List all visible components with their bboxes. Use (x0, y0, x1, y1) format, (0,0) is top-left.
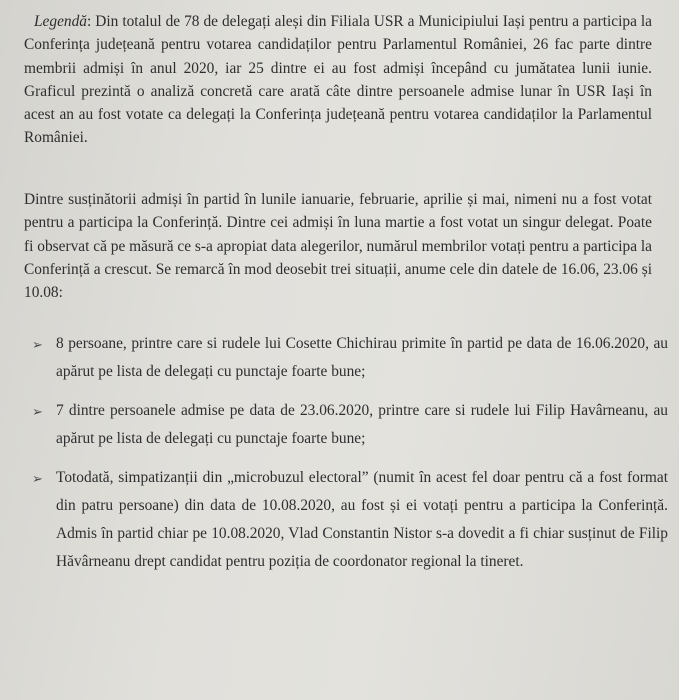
list-item-text: 7 dintre persoanele admise pe data de 23.06.2020, printre care si rudele lui Filip Havârneanu, au apărut pe lista de delegați cu punctaje foarte bune; (56, 402, 668, 447)
list-item-text: Totodată, simpatizanții din „microbuzul electoral” (numit în acest fel doar pentru că a fost format din patru persoane) din data de 10.08.2020, au fost și ei votați pentru a participa la Conferință. Admis în partid chiar pe 10.08.2020, Vlad Constantin Nistor s-a dovedit a fi chiar susținut de Filip Hăvârneanu drept candidat pentru poziția de coordonator regional la tineret. (56, 469, 668, 570)
list-item (28, 464, 668, 576)
list-item (28, 330, 668, 386)
legend-paragraph (24, 10, 652, 150)
arrow-bullet-icon: ➢ (32, 338, 43, 353)
list-item-text: 8 persoane, printre care si rudele lui Cosette Chichirau primite în partid pe data de 16.06.2020, au apărut pe lista de delegați cu punctaje foarte bune; (56, 335, 668, 380)
legend-label: Legendă (34, 13, 88, 30)
arrow-bullet-icon: ➢ (32, 405, 43, 420)
analysis-paragraph: Dintre susținătorii admiși în partid în lunile ianuarie, februarie, aprilie și mai, nimeni nu a fost votat pentru a participa la Conferință. Dintre cei admiși în luna martie a fost votat un singur delegat. Poate fi observat că pe măsură ce s-a apropiat data alegerilor, numărul membrilor votați pentru a participa la Conferință a crescut. Se remarcă în mod deosebit trei situații, anume cele din datele de 16.06, 23.06 și 10.08: (24, 191, 652, 302)
arrow-bullet-icon: ➢ (32, 472, 43, 487)
highlight-list (28, 330, 668, 576)
list-item (28, 397, 668, 453)
legend-text: : Din totalul de 78 de delegați aleși din Filiala USR a Municipiului Iași pentru a participa la Conferința județeană pentru votarea candidaților pentru Parlamentul României, 26 fac parte dintre membrii admiși în anul 2020, iar 25 dintre ei au fost admiși începând cu jumătatea lunii iunie. Graficul prezintă o analiză concretă care arată câte dintre persoanele admise lunar în USR Iași în acest an au fost votate ca delegați la Conferința județeană pentru votarea candidaților la Parlamentul României. (24, 13, 652, 147)
